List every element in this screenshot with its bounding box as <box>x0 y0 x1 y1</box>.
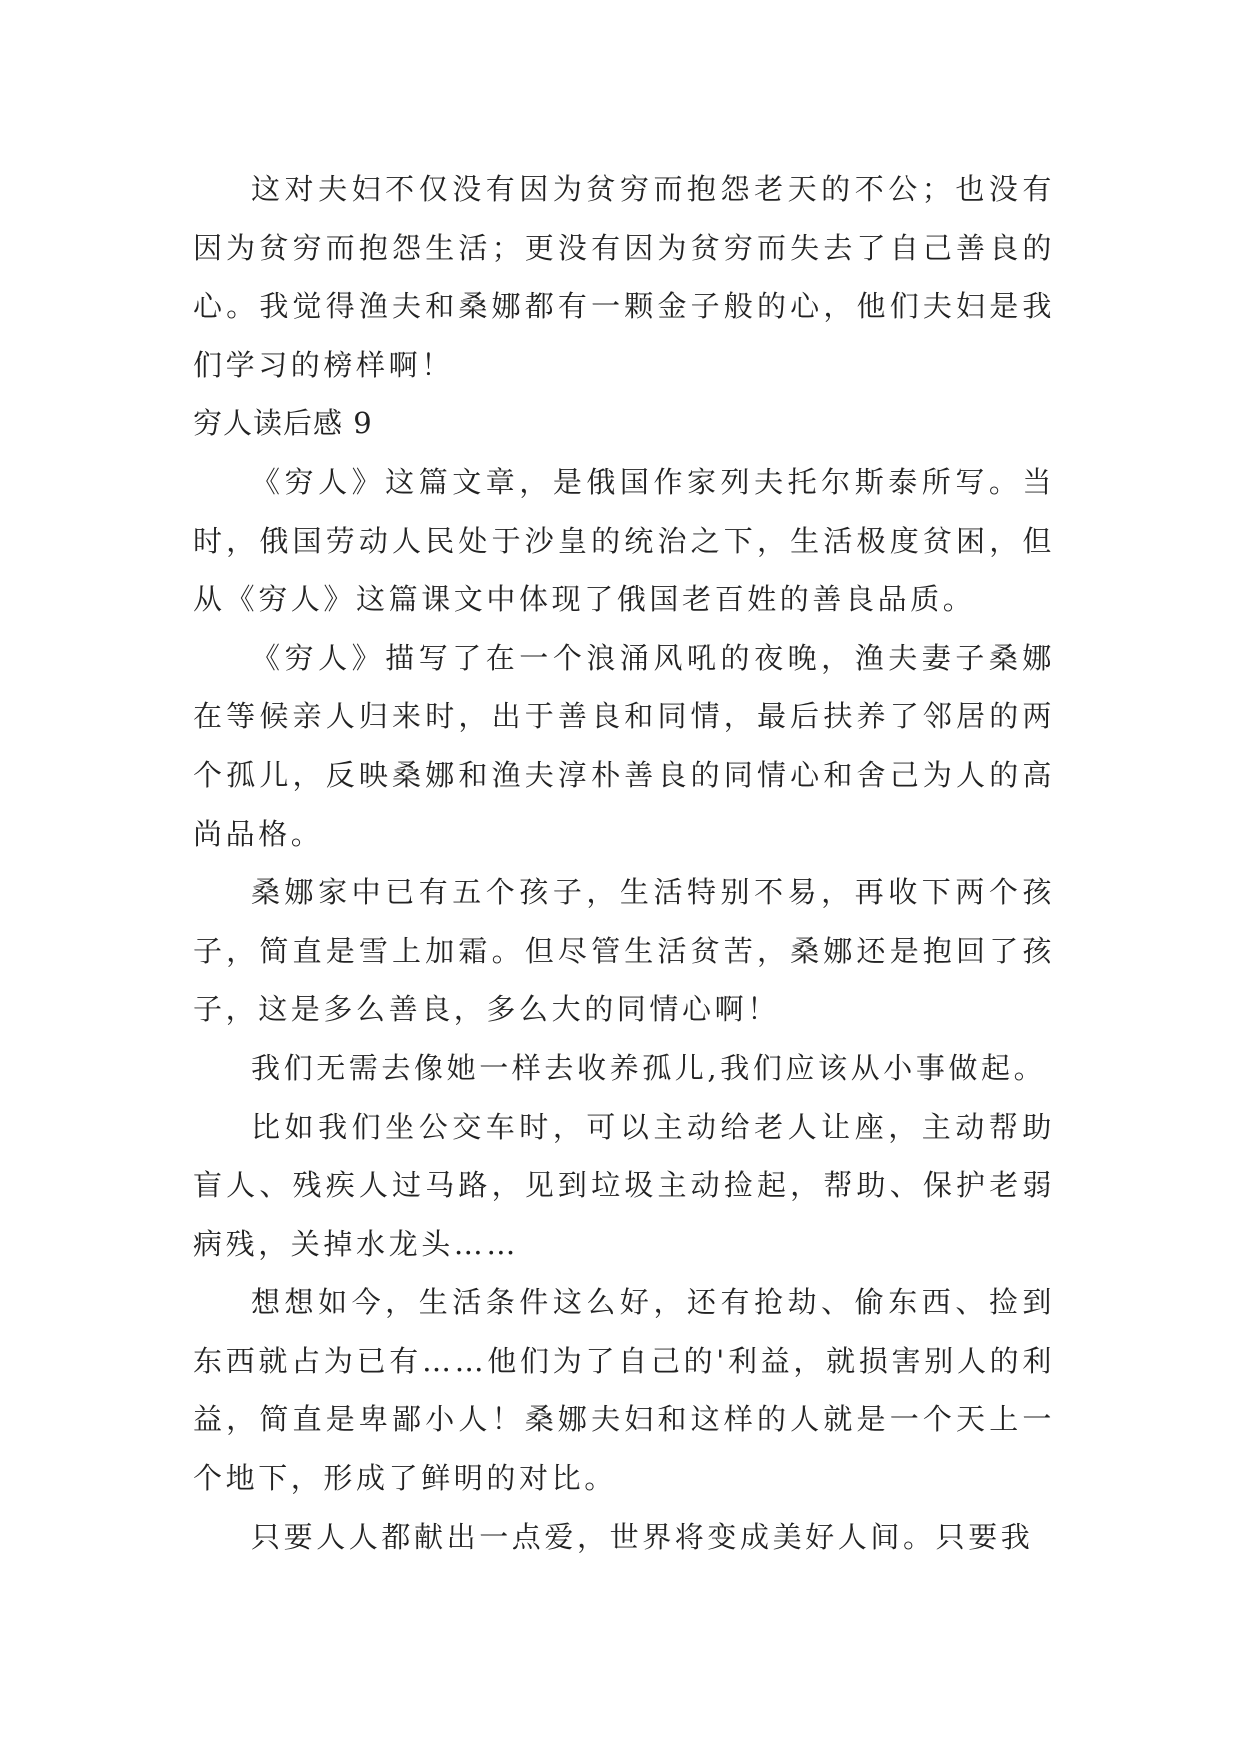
paragraph: 只要人人都献出一点爱，世界将变成美好人间。只要我 <box>251 1519 1034 1554</box>
document-body <box>193 160 1055 1566</box>
section-heading: 穷人读后感 9 <box>193 406 373 441</box>
paragraph: 我们无需去像她一样去收养孤儿,我们应该从小事做起。 <box>251 1050 1047 1085</box>
paragraph: 《穷人》这篇文章，是俄国作家列夫托尔斯泰所写。当时，俄国劳动人民处于沙皇的统治之下，生活极度贫困，但从《穷人》这篇课文中体现了俄国老百姓的善良品质。 <box>193 464 1055 617</box>
paragraph: 桑娜家中已有五个孩子，生活特别不易，再收下两个孩子，简直是雪上加霜。但尽管生活贫苦，桑娜还是抱回了孩子，这是多么善良，多么大的同情心啊！ <box>193 875 1055 1027</box>
paragraph: 这对夫妇不仅没有因为贫穷而抱怨老天的不公；也没有因为贫穷而抱怨生活；更没有因为贫穷而失去了自己善良的心。我觉得渔夫和桑娜都有一颗金子般的心，他们夫妇是我们学习的榜样啊！ <box>193 172 1055 382</box>
paragraph: 想想如今，生活条件这么好，还有抢劫、偷东西、捡到东西就占为已有……他们为了自己的'利益，就损害别人的利益，简直是卑鄙小人！桑娜夫妇和这样的人就是一个天上一个地下，形成了鲜明的对比。 <box>193 1285 1055 1496</box>
paragraph: 《穷人》描写了在一个浪涌风吼的夜晚，渔夫妻子桑娜在等候亲人归来时，出于善良和同情，最后扶养了邻居的两个孤儿，反映桑娜和渔夫淳朴善良的同情心和舍己为人的高尚品格。 <box>193 640 1055 851</box>
paragraph: 比如我们坐公交车时，可以主动给老人让座，主动帮助盲人、残疾人过马路，见到垃圾主动捡起，帮助、保护老弱病残，关掉水龙头…… <box>193 1109 1055 1261</box>
